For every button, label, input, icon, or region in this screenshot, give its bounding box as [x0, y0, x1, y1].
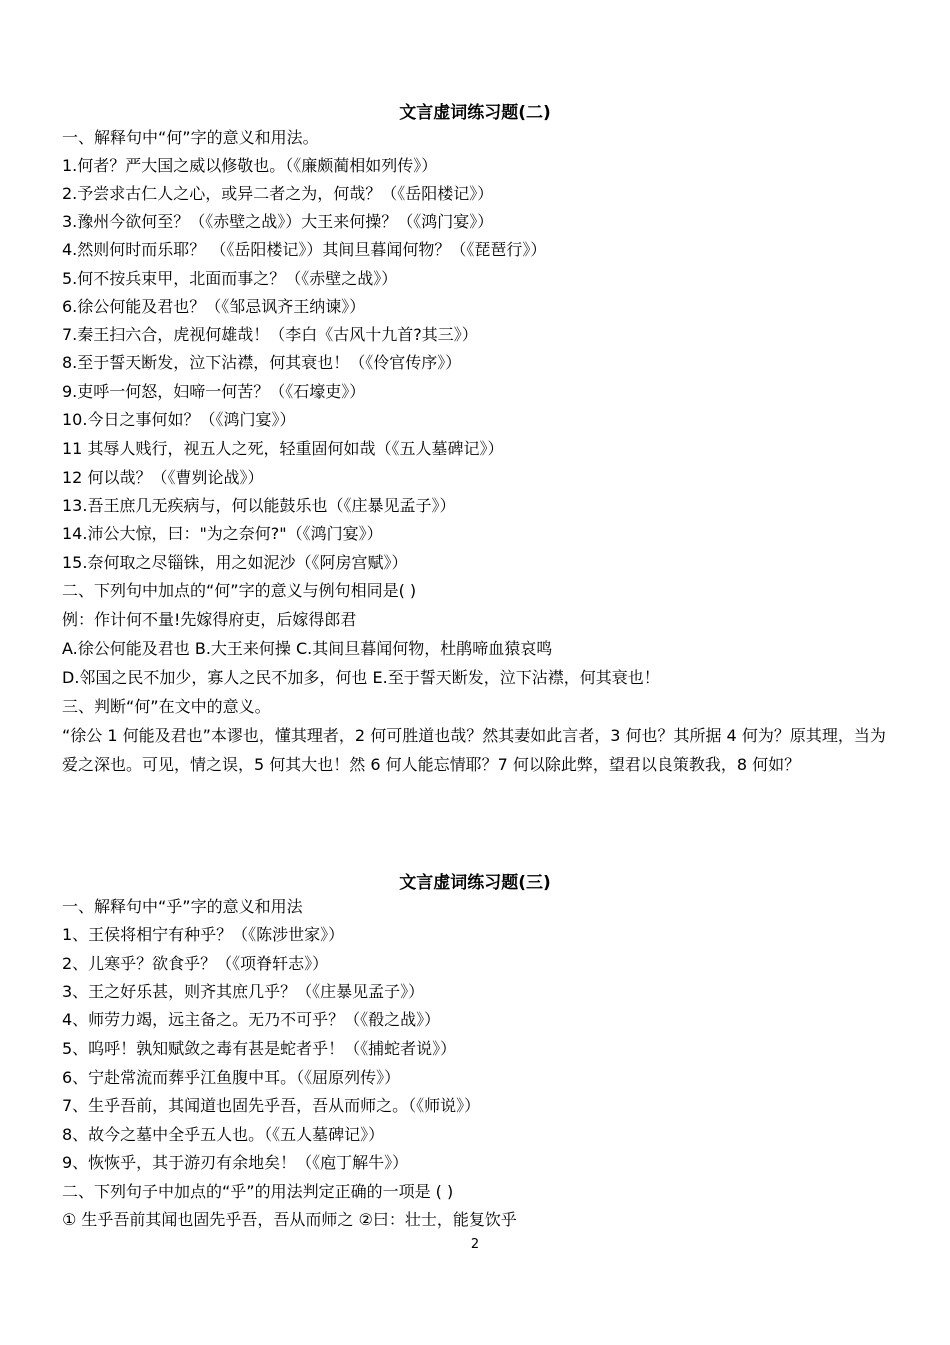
list-item: 13.吾王庶几无疾病与，何以能鼓乐也（《庄暴见孟子》）: [62, 496, 456, 515]
section3-heading-2: 二、下列句子中加点的“乎”的用法判定正确的一项是 ( ): [62, 1182, 454, 1201]
section2-title: 文言虚词练习题(二): [399, 103, 551, 123]
list-item: 8、故今之墓中全乎五人也。（《五人墓碑记》）: [62, 1125, 385, 1144]
list-item: 9、恢恢乎，其于游刃有余地矣！（《庖丁解牛》）: [62, 1153, 409, 1172]
list-item: 9.吏呼一何怒，妇啼一何苦？（《石壕吏》）: [62, 382, 366, 401]
section2-options-d: D.邻国之民不加少，寡人之民不加多，何也 E.至于誓天断发，泣下沾襟，何其衰也！: [62, 668, 660, 687]
list-item: 10.今日之事何如？（《鸿门宴》）: [62, 410, 296, 429]
list-item: 4、师劳力竭，远主备之。无乃不可乎？（《殽之战》）: [62, 1010, 441, 1029]
list-item: 11 其辱人贱行，视五人之死，轻重固何如哉（《五人墓碑记》）: [62, 439, 504, 458]
page-number: 2: [470, 1237, 480, 1252]
list-item: 5.何不按兵束甲，北面而事之？（《赤壁之战》）: [62, 269, 398, 288]
list-item: 14.沛公大惊，曰："为之奈何?"（《鸿门宴》）: [62, 524, 383, 543]
list-item: 2.予尝求古仁人之心，或异二者之为，何哉？（《岳阳楼记》）: [62, 184, 494, 203]
list-item: 6、宁赴常流而葬乎江鱼腹中耳。（《屈原列传》）: [62, 1068, 401, 1087]
list-item: 1.何者？严大国之威以修敬也。（《廉颇蔺相如列传》）: [62, 156, 438, 175]
section2-example: 例：作计何不量!先嫁得府吏，后嫁得郎君: [62, 610, 357, 629]
list-item: 3.豫州今欲何至？（《赤壁之战》）大王来何操？（《鸿门宴》）: [62, 212, 494, 231]
section2-heading-1: 一、解释句中“何”字的意义和用法。: [62, 128, 319, 147]
list-item: 4.然则何时而乐耶？ （《岳阳楼记》）其间旦暮闻何物？（《琵琶行》）: [62, 240, 547, 259]
section3-last-line: ① 生乎吾前其闻也固先乎吾，吾从而师之 ②曰：壮士，能复饮乎: [62, 1210, 517, 1229]
list-item: 1、王侯将相宁有种乎？（《陈涉世家》）: [62, 925, 345, 944]
list-item: 2、儿寒乎？欲食乎？（《项脊轩志》）: [62, 954, 329, 973]
section3-heading-1: 一、解释句中“乎”字的意义和用法: [62, 897, 303, 916]
list-item: 6.徐公何能及君也？（《邹忌讽齐王纳谏》）: [62, 297, 366, 316]
list-item: 15.奈何取之尽锱铢，用之如泥沙（《阿房宫赋》）: [62, 553, 408, 572]
list-item: 8.至于誓天断发，泣下沾襟，何其衰也！（《伶官传序》）: [62, 353, 462, 372]
list-item: 7.秦王扫六合，虎视何雄哉！（李白《古风十九首?其三》）: [62, 325, 478, 344]
list-item: 7、生乎吾前，其闻道也固先乎吾，吾从而师之。（《师说》）: [62, 1096, 481, 1115]
section2-heading-2: 二、下列句中加点的“何”字的意义与例句相同是( ): [62, 581, 417, 600]
section2-passage: “徐公 1 何能及君也”本谬也，懂其理者，2 何可胜道也哉？然其妻如此言者，3 何也？其所据 4 何为？原其理，当为爱之深也。可见，情之误，5 何其大也！然 6 何人能忘情耶？7 何以除此弊，望君以良策教我，8 何如？: [62, 726, 886, 774]
section3-title: 文言虚词练习题(三): [399, 873, 551, 893]
section2-heading-3: 三、判断“何”在文中的意义。: [62, 697, 271, 716]
section2-options-a: A.徐公何能及君也 B.大王来何操 C.其间旦暮闻何物，杜鹃啼血猿哀鸣: [62, 639, 553, 658]
list-item: 3、王之好乐甚，则齐其庶几乎？（《庄暴见孟子》）: [62, 982, 425, 1001]
list-item: 12 何以哉？（《曹刿论战》）: [62, 468, 264, 487]
list-item: 5、呜呼！孰知赋敛之毒有甚是蛇者乎！（《捕蛇者说》）: [62, 1039, 457, 1058]
